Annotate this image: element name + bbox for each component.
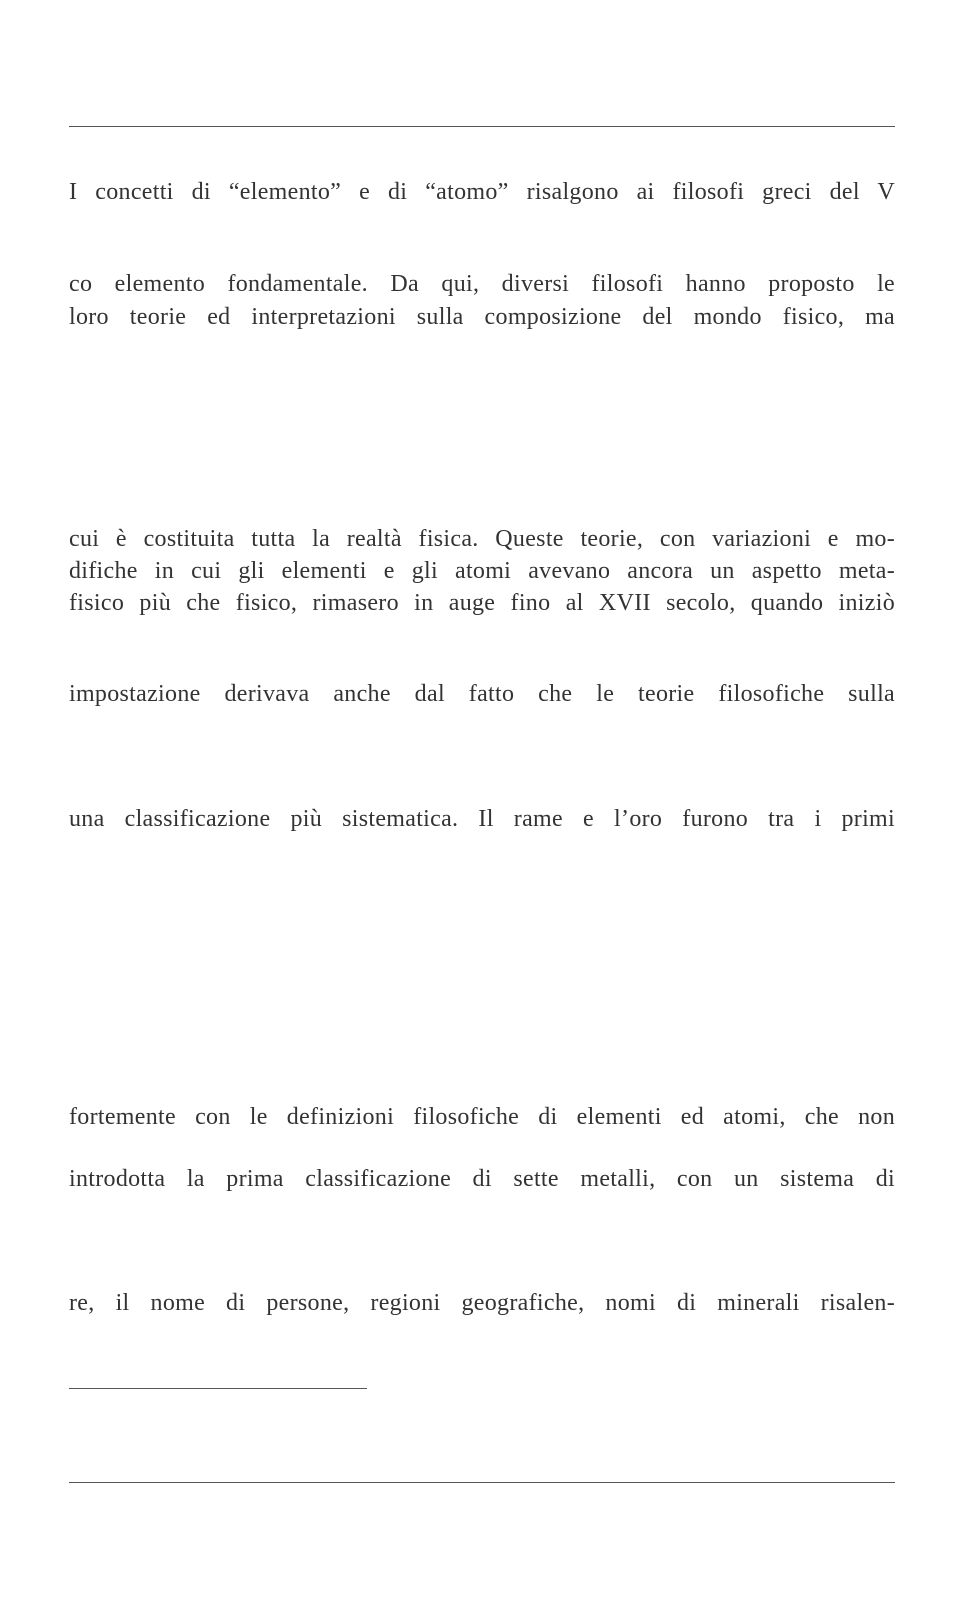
footer-rule bbox=[69, 1482, 895, 1483]
text-line-1: I concetti di “elemento” e di “atomo” risalgono ai filosofi greci del V bbox=[69, 179, 895, 205]
text-line-2: co elemento fondamentale. Da qui, diversi filosofi hanno proposto le bbox=[69, 271, 895, 297]
text-line-6: fisico più che fisico, rimasero in auge fino al XVII secolo, quando iniziò bbox=[69, 590, 895, 616]
text-line-5: difiche in cui gli elementi e gli atomi avevano ancora un aspetto meta- bbox=[69, 558, 895, 584]
header-rule bbox=[69, 126, 895, 127]
text-line-8: una classificazione più sistematica. Il rame e l’oro furono tra i primi bbox=[69, 806, 895, 832]
text-line-4: cui è costituita tutta la realtà fisica. Queste teorie, con variazioni e mo- bbox=[69, 526, 895, 552]
footnote-separator bbox=[69, 1388, 367, 1389]
text-line-3: loro teorie ed interpretazioni sulla composizione del mondo fisico, ma bbox=[69, 304, 895, 330]
text-line-9: fortemente con le definizioni filosofiche di elementi ed atomi, che non bbox=[69, 1104, 895, 1130]
text-line-10: introdotta la prima classificazione di sette metalli, con un sistema di bbox=[69, 1166, 895, 1192]
text-line-7: impostazione derivava anche dal fatto che le teorie filosofiche sulla bbox=[69, 681, 895, 707]
text-line-11: re, il nome di persone, regioni geografiche, nomi di minerali risalen- bbox=[69, 1290, 895, 1316]
